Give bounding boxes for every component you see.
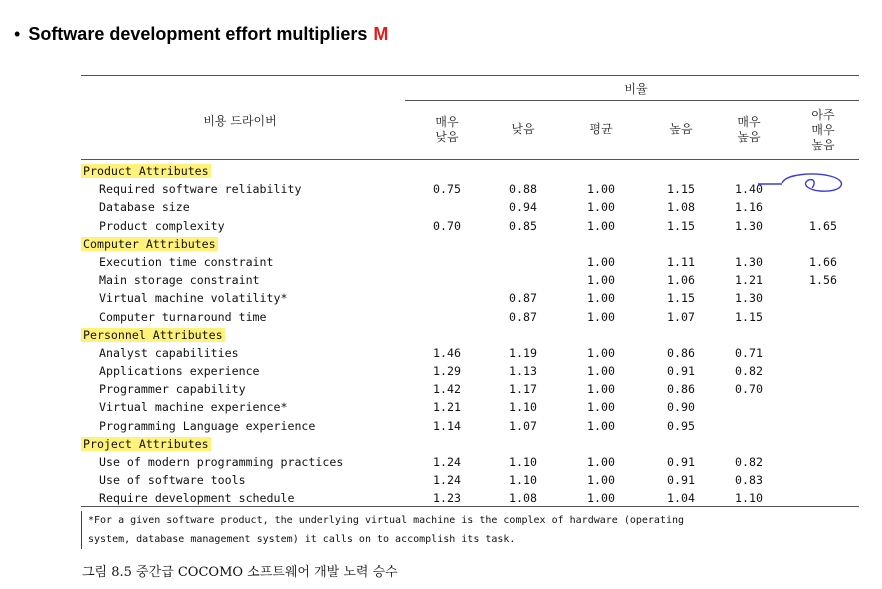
- multiplier-cell: 1.15: [667, 291, 695, 306]
- rating-header: [651, 122, 711, 137]
- multiplier-cell: 1.06: [667, 273, 695, 288]
- driver-label: Main storage constraint: [99, 273, 260, 288]
- category-row: [81, 235, 859, 253]
- multiplier-cell: 1.10: [509, 400, 537, 415]
- multiplier-cell: 1.00: [587, 418, 615, 433]
- multiplier-cell: 1.15: [735, 309, 763, 324]
- multiplier-cell: 1.10: [509, 455, 537, 469]
- multiplier-cell: 1.21: [735, 273, 763, 288]
- driver-label: Execution time constraint: [99, 254, 274, 269]
- driver-label: Virtual machine volatility*: [99, 291, 288, 306]
- rating-header-line: 높음: [811, 138, 835, 152]
- multiplier-cell: 1.17: [509, 382, 537, 397]
- multiplier-cell: 1.23: [433, 491, 461, 506]
- multiplier-cell: 1.19: [509, 345, 537, 360]
- table-row: [81, 271, 859, 289]
- multiplier-cell: 0.86: [667, 345, 695, 360]
- multiplier-cell: 0.87: [509, 291, 537, 306]
- rating-header: [493, 122, 553, 137]
- multiplier-cell: 0.70: [735, 382, 763, 397]
- multiplier-cell: 0.95: [667, 418, 695, 433]
- multiplier-cell: 1.00: [587, 254, 615, 269]
- category-label: [81, 235, 218, 253]
- highlighted-category: Project Attributes: [83, 436, 209, 451]
- hand-drawn-annotation-icon: [758, 171, 850, 197]
- multiplier-cell: 1.42: [433, 382, 461, 397]
- multiplier-cell: 1.00: [587, 218, 615, 233]
- footnote-line-1: *For a given software product, the underlying virtual machine is the complex of hardware (operating: [88, 515, 685, 526]
- table-row: [81, 253, 859, 271]
- driver-label: Programming Language experience: [99, 418, 316, 433]
- highlighted-category: Product Attributes: [83, 164, 209, 178]
- rating-header-line: 낮음: [435, 130, 459, 144]
- driver-label: Virtual machine experience*: [99, 400, 288, 415]
- multiplier-cell: 1.30: [735, 291, 763, 306]
- multiplier-cell: 1.10: [735, 491, 763, 506]
- multiplier-cell: 1.00: [587, 182, 615, 197]
- driver-label: Product complexity: [99, 218, 225, 233]
- table-row: [81, 289, 859, 307]
- multiplier-cell: 1.04: [667, 491, 695, 506]
- multiplier-cell: 1.00: [587, 273, 615, 288]
- footnote: [81, 511, 864, 549]
- rating-header: [719, 115, 779, 145]
- multiplier-cell: 1.15: [667, 218, 695, 233]
- category-row: [81, 326, 859, 344]
- category-label: [81, 162, 211, 180]
- driver-label: Database size: [99, 200, 190, 215]
- highlighted-category: Personnel Attributes: [83, 327, 223, 342]
- rating-header: [417, 115, 477, 145]
- figure-caption: 그림 8.5 중간급 COCOMO 소프트웨어 개발 노력 승수: [82, 565, 398, 580]
- multiplier-cell: 1.00: [587, 364, 615, 379]
- table-row: [81, 417, 859, 435]
- category-row: [81, 162, 859, 180]
- multiplier-cell: 0.83: [735, 473, 763, 488]
- rating-header-line: 높음: [737, 130, 761, 144]
- multiplier-cell: 1.46: [433, 345, 461, 360]
- multiplier-cell: 1.29: [433, 364, 461, 379]
- table-row: [81, 344, 859, 362]
- multiplier-cell: 1.15: [667, 182, 695, 197]
- table-row: [81, 453, 859, 471]
- multiplier-cell: 1.00: [587, 200, 615, 215]
- driver-label: Analyst capabilities: [99, 345, 239, 360]
- rating-header-line: 아주: [811, 108, 835, 122]
- table-bottom-rule: [81, 506, 859, 507]
- header-bottom-rule: [81, 159, 859, 160]
- multiplier-cell: 0.94: [509, 200, 537, 215]
- driver-label: Use of modern programming practices: [99, 455, 344, 469]
- multiplier-cell: 0.82: [735, 364, 763, 379]
- multiplier-cell: 1.00: [587, 345, 615, 360]
- multiplier-cell: 1.08: [667, 200, 695, 215]
- multiplier-cell: 0.70: [433, 218, 461, 233]
- table-row: [81, 217, 859, 235]
- multiplier-cell: 0.91: [667, 473, 695, 488]
- table-top-rule: [81, 75, 859, 76]
- category-row: [81, 435, 859, 453]
- multiplier-cell: 1.00: [587, 382, 615, 397]
- multiplier-cell: 1.30: [735, 254, 763, 269]
- ratings-group-header: 비율: [624, 82, 648, 96]
- driver-label: Require development schedule: [99, 491, 295, 506]
- multiplier-cell: 0.86: [667, 382, 695, 397]
- multiplier-cell: 0.75: [433, 182, 461, 197]
- multiplier-cell: 1.66: [809, 254, 837, 269]
- driver-label: Applications experience: [99, 364, 260, 379]
- multiplier-cell: 0.90: [667, 400, 695, 415]
- driver-label: Required software reliability: [99, 182, 302, 197]
- cost-driver-header: 비용 드라이버: [203, 114, 277, 128]
- table-row: [81, 198, 859, 216]
- slide-heading: [14, 24, 388, 45]
- table-row: [81, 398, 859, 416]
- multiplier-cell: 1.56: [809, 273, 837, 288]
- rating-header-line: 매우: [811, 123, 835, 137]
- multiplier-cell: 0.91: [667, 364, 695, 379]
- multiplier-cell: 1.00: [587, 473, 615, 488]
- table-row: [81, 380, 859, 398]
- multiplier-cell: 1.24: [433, 455, 461, 469]
- bullet: •: [14, 24, 21, 44]
- multiplier-cell: 1.10: [509, 473, 537, 488]
- highlighted-category: Computer Attributes: [83, 236, 216, 251]
- multiplier-cell: 0.87: [509, 309, 537, 324]
- multiplier-cell: 1.65: [809, 218, 837, 233]
- table-row: [81, 489, 859, 507]
- multiplier-cell: 1.00: [587, 309, 615, 324]
- rating-header: [571, 122, 631, 137]
- multiplier-cell: 1.00: [587, 400, 615, 415]
- multiplier-cell: 1.30: [735, 218, 763, 233]
- multiplier-cell: 0.85: [509, 218, 537, 233]
- rating-header-line: 높음: [669, 122, 693, 136]
- multiplier-cell: 1.00: [587, 291, 615, 306]
- table-row: [81, 471, 859, 489]
- table-row: [81, 362, 859, 380]
- multiplier-cell: 0.82: [735, 455, 763, 469]
- multiplier-cell: 0.91: [667, 455, 695, 469]
- rating-header: [793, 108, 853, 153]
- heading-title: Software development effort multipliers: [28, 24, 368, 44]
- table-row: [81, 180, 859, 198]
- driver-label: Computer turnaround time: [99, 309, 267, 324]
- multiplier-cell: 1.13: [509, 364, 537, 379]
- table-row: [81, 308, 859, 326]
- heading-m-symbol: M: [373, 24, 389, 44]
- multiplier-cell: 1.07: [509, 418, 537, 433]
- multiplier-cell: 0.88: [509, 182, 537, 197]
- multiplier-cell: 1.21: [433, 400, 461, 415]
- multiplier-cell: 1.07: [667, 309, 695, 324]
- driver-label: Programmer capability: [99, 382, 246, 397]
- footnote-line-2: system, database management system) it calls on to accomplish its task.: [88, 534, 516, 545]
- multiplier-table: [81, 162, 859, 508]
- multiplier-cell: 1.00: [587, 455, 615, 469]
- rating-header-line: 평균: [589, 122, 613, 136]
- multiplier-cell: 1.00: [587, 491, 615, 506]
- rating-header-line: 매우: [435, 115, 459, 129]
- multiplier-cell: 1.11: [667, 254, 695, 269]
- rating-header-line: 매우: [737, 115, 761, 129]
- multiplier-cell: 1.14: [433, 418, 461, 433]
- multiplier-cell: 1.08: [509, 491, 537, 506]
- category-label: [81, 435, 211, 453]
- multiplier-cell: 1.16: [735, 200, 763, 215]
- category-label: [81, 326, 225, 344]
- multiplier-cell: 1.24: [433, 473, 461, 488]
- multiplier-cell: 0.71: [735, 345, 763, 360]
- rating-header-line: 낮음: [511, 122, 535, 136]
- ratings-group-rule: [405, 100, 859, 101]
- driver-label: Use of software tools: [99, 473, 246, 488]
- multiplier-cell: 1.40: [735, 182, 763, 197]
